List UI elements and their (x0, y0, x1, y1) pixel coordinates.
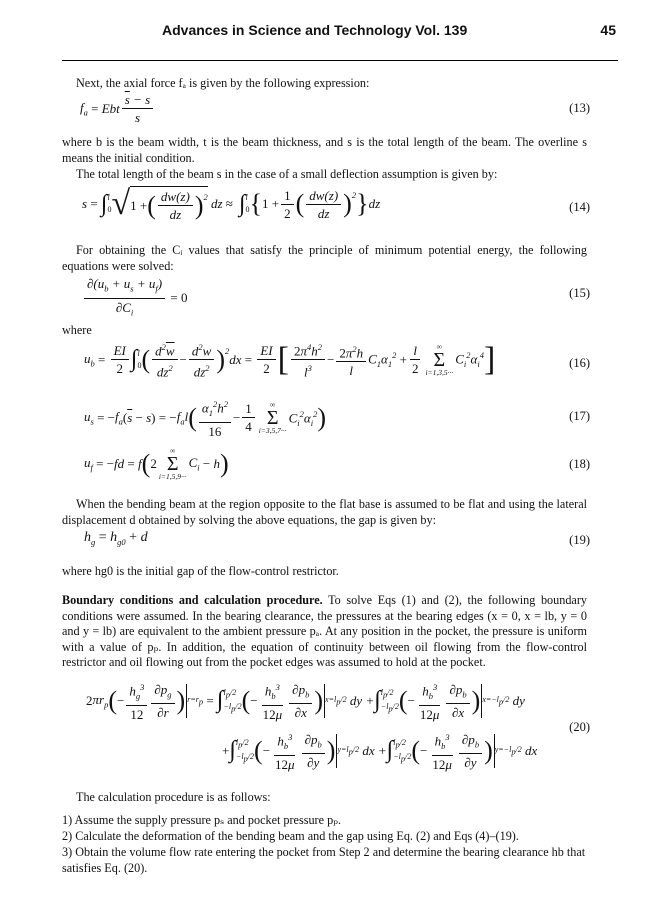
paragraph-beam-definitions: where b is the beam width, t is the beam thickness, and s is the total length of the beam. The overline s means the initial condition. (62, 135, 587, 165)
equation-14 (62, 186, 590, 232)
paragraph-initial-gap: where h⁠g0 is the initial gap of the flow-control restrictor. (62, 564, 339, 578)
page-number: 45 (600, 22, 616, 38)
equation-number: (15) (569, 286, 590, 300)
equation-16 (62, 340, 590, 388)
paragraph-boundary-conditions (62, 593, 587, 671)
equation-number: (18) (569, 457, 590, 471)
equation-18 (62, 447, 590, 487)
paragraph-gap-intro: When the bending beam at the region opposite to the flat base is assumed to be flat and using the lateral displacement d obtained by solving the above equations, the gap is given by: (62, 497, 587, 527)
equation-16-math: $u_b$ = $\frac{EI}{2}$ ∫ l 0 ( $\frac{d^2\overline{w}}{dz^2}$ − $\frac{d^2w}{dz^2}$ ) $^2$ dx = $\frac{EI}{2}$ [ $\frac{2\pi^4h^2}{l^3}$ − $\frac{2\pi^2h}{l}$ $C_1\alpha_1^2$ + $\frac{l}{2}$ ∞ Σ i=1,3,5··· $C_i^2\alpha_i^4$ ] (84, 340, 496, 380)
equation-number: (19) (569, 533, 590, 547)
running-header (62, 20, 618, 44)
equation-number: (13) (569, 101, 590, 115)
equation-19 (62, 530, 590, 554)
equation-20 (62, 680, 590, 780)
equation-18-math: $u_f$ = − fd = f ( 2 ∞ Σ i=1,5,9··· $C_i$ − h ) (84, 446, 229, 481)
equation-15-math: $\frac{\partial(u_b + u_s + u_f)}{\partial C_i}$ = 0 (82, 276, 187, 320)
paragraph-beam-length: The total length of the beam s in the case of a small deflection assumption is given by: (76, 167, 498, 181)
equation-13-math: $f_a$ = Ebt $\frac{\overline{s} - s}{s}$ (80, 92, 155, 125)
equation-number: (17) (569, 409, 590, 423)
equation-15 (62, 276, 590, 316)
section-runin-heading: Boundary conditions and calculation procedure. (62, 593, 323, 607)
equation-number: (20) (569, 720, 590, 734)
header-rule (62, 60, 618, 61)
paragraph-where: where (62, 323, 92, 337)
paragraph-procedure-intro: The calculation procedure is as follows: (76, 790, 271, 804)
equation-number: (14) (569, 200, 590, 214)
journal-title: Advances in Science and Technology Vol. 139 (162, 22, 468, 38)
boundary-conditions-text: To solve Eqs (1) and (2), the following boundary conditions were assumed. In the bearing clearance, the pressures at the bearing edges (x = 0, x = l⁠b, y = 0 and y = l⁠b) are equivalent to the ambient pressure pₐ. At any position in the pocket, the pressure is uniform with a value of pₚ. In addition, the equation of continuity between oil flowing from the flow-control restrictor and oil flowing out from the pocket edges was assumed to hold at the pocket. (62, 593, 587, 669)
paragraph-minimum-energy: For obtaining the Cᵢ values that satisfy the principle of minimum potential energy, the following equations were solved: (62, 243, 587, 273)
equation-17-math: $u_s$ = − $f_a$ ( $\overline{s}$ − s ) = − $f_al$ ( $\frac{\alpha_1^2h^2}{16}$ − $\frac{1}{4}$ ∞ Σ i=3,5,7··· $C_i^2\alpha_i^2$ ) (84, 399, 326, 439)
equation-number: (16) (569, 356, 590, 370)
procedure-step: 2) Calculate the deformation of the bending beam and the gap using Eq. (2) and Eqs (4)–(19). (62, 829, 519, 843)
equation-17 (62, 397, 590, 439)
equation-19-math: $h_g$ = $h_{g0}$ + d (84, 530, 148, 547)
procedure-step: 3) Obtain the volume flow rate entering the pocket from Step 2 and determine the bearing clearance h⁠b that satisfies Eq. (20). (62, 845, 586, 875)
equation-14-math: s = ∫ l 0 √ 1 + ( $\frac{dw(z)}{dz}$ ) $^2$ dz ≈ ∫ l 0 { 1 + $\frac{1}{2}$ ( $\frac{dw(z)}{dz}$ ) $^2$ } dz (82, 185, 381, 222)
equation-13 (62, 92, 590, 126)
paragraph-axial-force: Next, the axial force fₐ is given by the following expression: (76, 76, 370, 90)
equation-20-line-1: 2 $\pi r_p$ ( − $\frac{h_g^3}{12}$ $\frac{\partial p_g}{\partial r}$ ) $r=r_p$ = ∫ $l_p/2$ $-l_p/2$ ( − $\frac{h_b^3}{12\mu}$ $\frac{\partial p_b}{\partial x}$ ) $x=l_p/2$ dy + ∫ $l_p/2$ $-l_p/2$ ( − $\frac{h_b^3}{12\mu}$ $\frac{\partial p_b}{\partial x}$ ) $x=-l_p/2$ dy (86, 681, 525, 722)
equation-20-line-2: + ∫ $l_p/2$ $-l_p/2$ ( − $\frac{h_b^3}{12\mu}$ $\frac{\partial p_b}{\partial y}$ ) $y=l_p/2$ dx + ∫ $l_p/2$ $-l_p/2$ ( − $\frac{h_b^3}{12\mu}$ $\frac{\partial p_b}{\partial y}$ ) $y=-l_p/2$ dx (222, 731, 538, 772)
procedure-step: 1) Assume the supply pressure pₛ and pocket pressure pₚ. (62, 813, 342, 827)
